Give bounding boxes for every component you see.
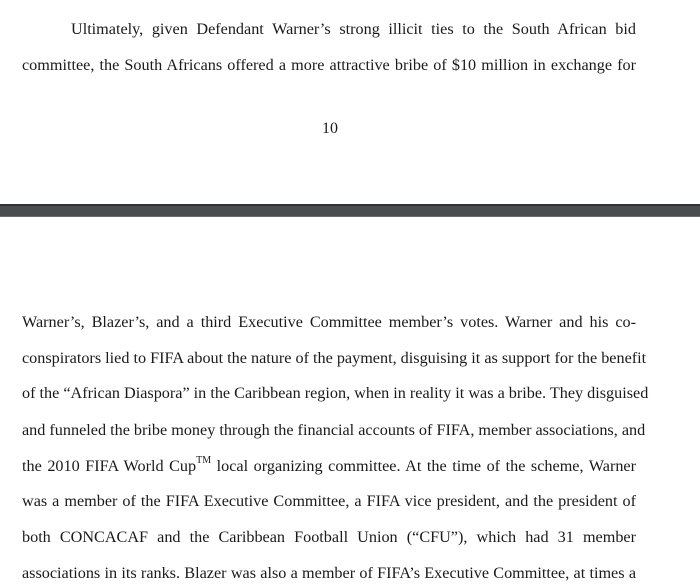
trademark-superscript: TM <box>196 454 212 466</box>
document-page-top <box>0 0 700 204</box>
paragraph-line: and funneled the bribe money through the financial accounts of FIFA, member associations, and <box>22 421 646 439</box>
paragraph-line: conspirators lied to FIFA about the nature of the payment, disguising it as support for the benefit <box>22 349 647 367</box>
document-page-bottom <box>0 217 700 588</box>
page-separator-shadow <box>0 204 700 206</box>
line-text-end: local organizing committee. At the time of the scheme, Warner <box>211 457 637 475</box>
page-number: 10 <box>322 120 338 137</box>
paragraph-line: of the “African Diaspora” in the Caribbean region, when in reality it was a bribe. They disguised <box>22 384 649 402</box>
paragraph-line: both CONCACAF and the Caribbean Football Union (“CFU”), which had 31 member <box>22 528 636 546</box>
paragraph-line: was a member of the FIFA Executive Committee, a FIFA vice president, and the president of <box>22 492 636 510</box>
paragraph-line: committee, the South Africans offered a more attractive bribe of $10 million in exchange for <box>22 56 636 74</box>
line-text-start: the 2010 FIFA World Cup <box>22 457 197 475</box>
paragraph-line: Ultimately, given Defendant Warner’s strong illicit ties to the South African bid <box>71 20 636 38</box>
paragraph-line: Warner’s, Blazer’s, and a third Executive Committee member’s votes. Warner and his co- <box>22 313 636 331</box>
paragraph-line-world-cup <box>22 456 636 476</box>
paragraph-line: associations in its ranks. Blazer was also a member of FIFA’s Executive Committee, at times a <box>22 564 636 582</box>
